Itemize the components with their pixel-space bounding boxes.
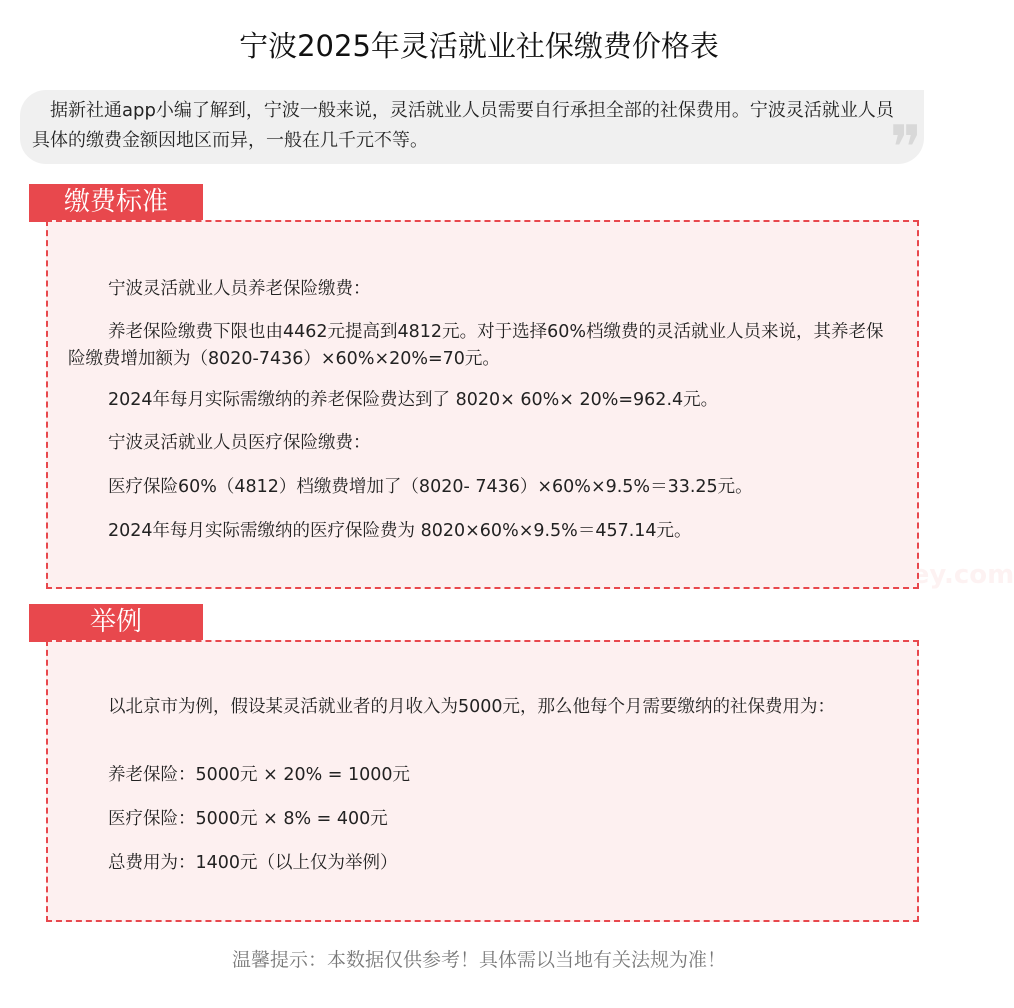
paragraph: 宁波灵活就业人员医疗保险缴费：	[108, 433, 371, 453]
paragraph: 养老保险缴费下限也由4462元提高到4812元。对于选择60%档缴费的灵活就业人员来说，其养老保险缴费增加额为（8020-7436）×60%×20%=70元。	[68, 322, 884, 369]
intro-card	[20, 90, 924, 183]
section-heading-example: 举例	[29, 604, 203, 642]
paragraph: 以北京市为例，假设某灵活就业者的月收入为5000元，那么他每个月需要缴纳的社保费用为：	[108, 697, 836, 717]
paragraph: 养老保险：5000元 × 20% = 1000元	[108, 765, 411, 785]
section-box-fee-standard	[46, 220, 919, 589]
paragraph: 宁波灵活就业人员养老保险缴费：	[108, 279, 371, 299]
page-title: 宁波2025年灵活就业社保缴费价格表	[239, 29, 719, 63]
paragraph: 2024年每月实际需缴纳的养老保险费达到了 8020× 60%× 20%=962.4元。	[108, 390, 719, 410]
paragraph: 2024年每月实际需缴纳的医疗保险费为 8020×60%×9.5%＝457.14元。	[108, 521, 692, 541]
section-box-example	[46, 640, 919, 922]
paragraph: 医疗保险：5000元 × 8% = 400元	[108, 809, 388, 829]
section-heading-fee-standard: 缴费标准	[29, 184, 203, 222]
paragraph: 总费用为：1400元（以上仅为举例）	[108, 853, 398, 873]
footer-notice: 温馨提示：本数据仅供参考！具体需以当地有关法规为准！	[231, 949, 726, 971]
quote-mark-icon: ❞	[889, 113, 922, 183]
paragraph: 医疗保险60%（4812）档缴费增加了（8020- 7436）×60%×9.5%＝33.25元。	[108, 477, 753, 497]
intro-text: 据新社通app小编了解到，宁波一般来说，灵活就业人员需要自行承担全部的社保费用。宁波灵活就业人员具体的缴费金额因地区而异，一般在几千元不等。	[32, 100, 894, 151]
